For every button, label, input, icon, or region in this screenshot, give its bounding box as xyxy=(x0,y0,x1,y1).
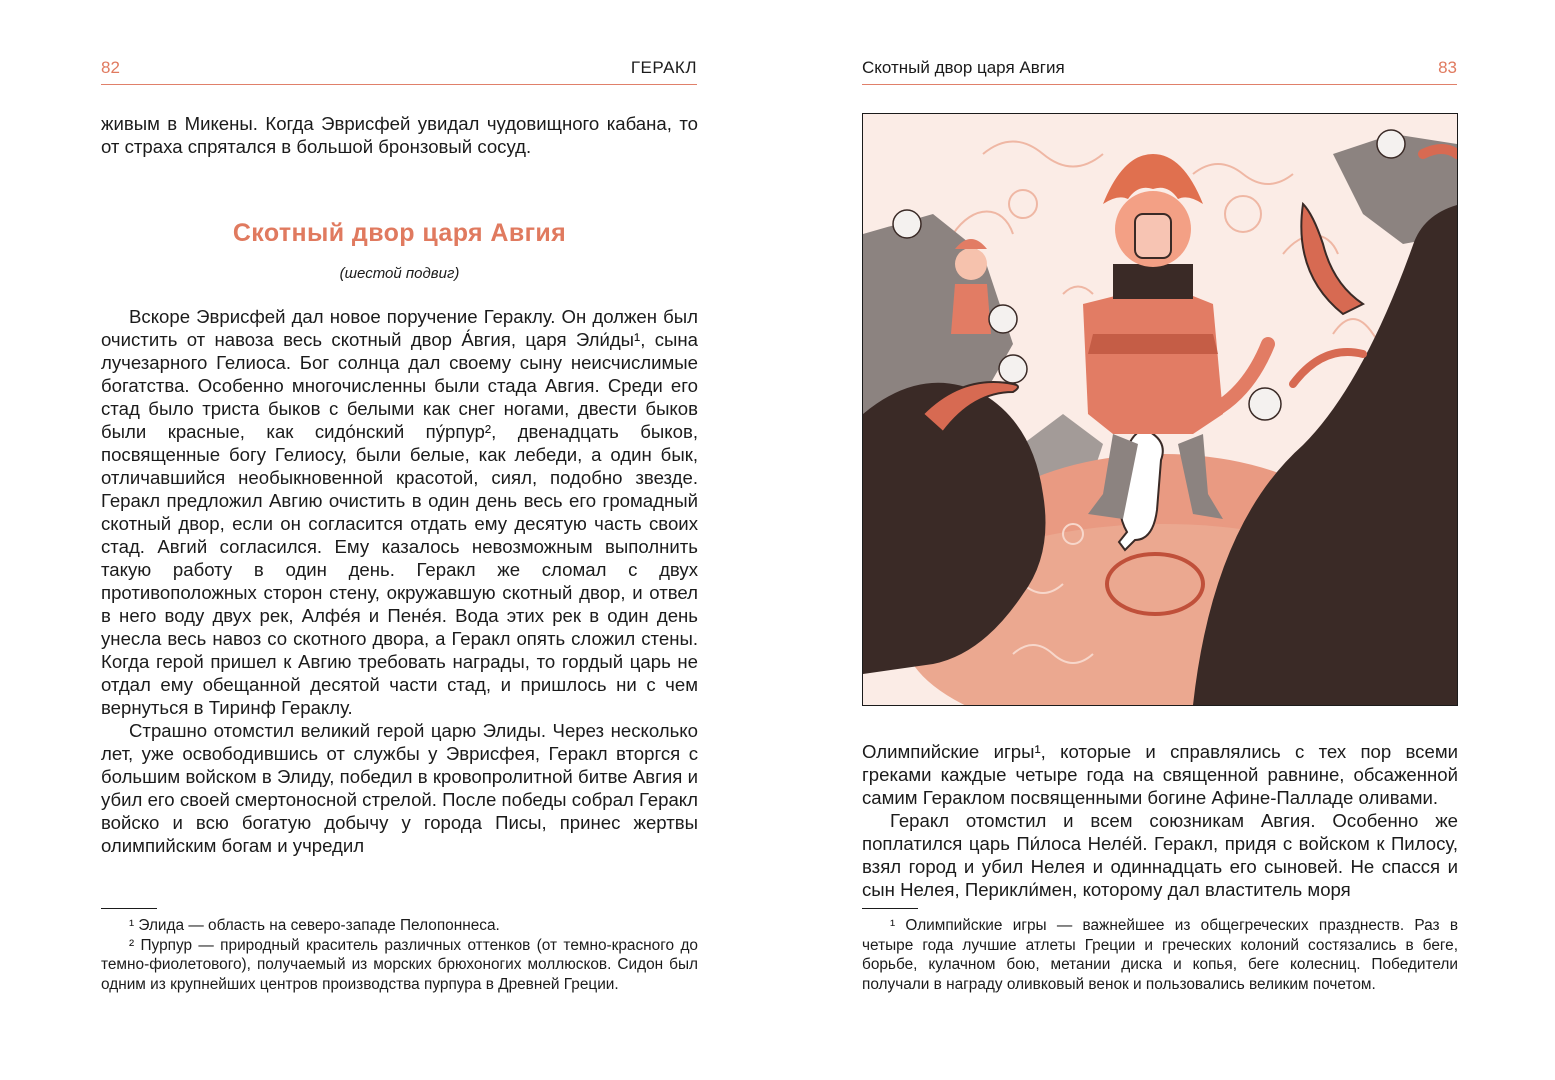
footnote: ² Пурпур — природный краситель различных оттенков (от темно-красного до темно-фиолетового), получаемый из морских брюхоногих моллюсков. Сидон был одним из крупнейших центров производства пурпура в Древней Греции. xyxy=(101,936,698,993)
paragraph: Геракл отомстил и всем союзникам Авгия. Особенно же поплатился царь Пи́лоса Неле́й. Геракл, придя с войском к Пилосу, взял город и убил Нелея и одиннадцать его сыновей. Не спасся и сын Нелея, Перикли́мен, которому дал властитель моря xyxy=(862,810,1458,900)
right-page xyxy=(777,0,1555,1080)
chapter-title: Скотный двор царя Авгия xyxy=(232,219,567,247)
hercules-with-bulls-illustration xyxy=(862,113,1458,706)
page-number-right: 83 xyxy=(1438,58,1457,77)
intro-paragraph: живым в Микены. Когда Эврисфей увидал чудовищного кабана, то от страха спрятался в большой бронзовый сосуд. xyxy=(101,113,698,157)
footnote-divider-right xyxy=(862,908,918,909)
right-header xyxy=(862,58,1457,82)
left-header xyxy=(101,58,697,82)
intro-text xyxy=(101,112,698,158)
body-text-left xyxy=(101,305,698,857)
header-rule-right xyxy=(862,84,1457,85)
page-number-left: 82 xyxy=(101,58,120,77)
running-title-left: ГЕРАКЛ xyxy=(630,58,697,77)
header-rule-left xyxy=(101,84,697,85)
footnote: ¹ Элида — область на северо-западе Пелопоннеса. xyxy=(129,917,500,934)
paragraph: Олимпийские игры¹, которые и справлялись с тех пор всеми греками каждые четыре года на священной равнине, обсаженной самим Гераклом посвященными богине Афине-Палладе оливами. xyxy=(862,741,1458,808)
chapter-subtitle: (шестой подвиг) xyxy=(339,265,460,282)
body-text-right xyxy=(862,740,1458,901)
footnotes-right xyxy=(862,916,1458,994)
footnote-divider-left xyxy=(101,908,157,909)
running-title-right: Скотный двор царя Авгия xyxy=(862,58,1065,77)
footnotes-left xyxy=(101,916,698,994)
left-page xyxy=(0,0,777,1080)
paragraph: Страшно отомстил великий герой царю Элиды. Через несколько лет, уже освободившись от службы у Эврисфея, Геракл вторгся с большим войском в Элиду, победил в кровопролитной битве Авгия и убил его своей смертоносной стрелой. После победы собрал Геракл войско и всю богатую добычу у города Писы, принес жертвы олимпийским богам и учредил xyxy=(101,720,698,856)
footnote: ¹ Олимпийские игры — важнейшее из общегреческих празднеств. Раз в четыре года лучшие атлеты Греции и греческих колоний состязались в беге, борьбе, кулачном бою, метании диска и копья, беге колесниц. Победители получали в награду оливковый венок и пользовались великим почетом. xyxy=(862,917,1458,993)
paragraph: Вскоре Эврисфей дал новое поручение Гераклу. Он должен был очистить от навоза весь скотный двор А́вгия, царя Эли́ды¹, сына лучезарного Гелиоса. Бог солнца дал своему сыну неисчислимые богатства. Особенно многочисленны были стада Авгия. Среди его стад было триста быков с белыми как снег ногами, двести быков были красные, как сидо́нский пу́рпур², двенадцать быков, посвященные богу Гелиосу, были белые, как лебеди, а один бык, отличавшийся необыкновенной красотой, сиял, подобно звезде. Геракл предложил Авгию очистить в один день весь его громадный скотный двор, если он согласится отдать ему десятую часть своих стад. Авгий согласился. Ему казалось невозможным выполнить такую работу в один день. Геракл же сломал с двух противоположных сторон стену, окружавшую скотный двор, и отвел в него воду двух рек, Алфе́я и Пене́я. Вода этих рек в один день унесла весь навоз со скотного двора, а Геракл опять сложил стены. Когда герой пришел к Авгию требовать награды, то гордый царь не отдал ему обещанной десятой части стад, и пришлось ни с чем вернуться в Тиринф Гераклу. xyxy=(101,306,698,718)
